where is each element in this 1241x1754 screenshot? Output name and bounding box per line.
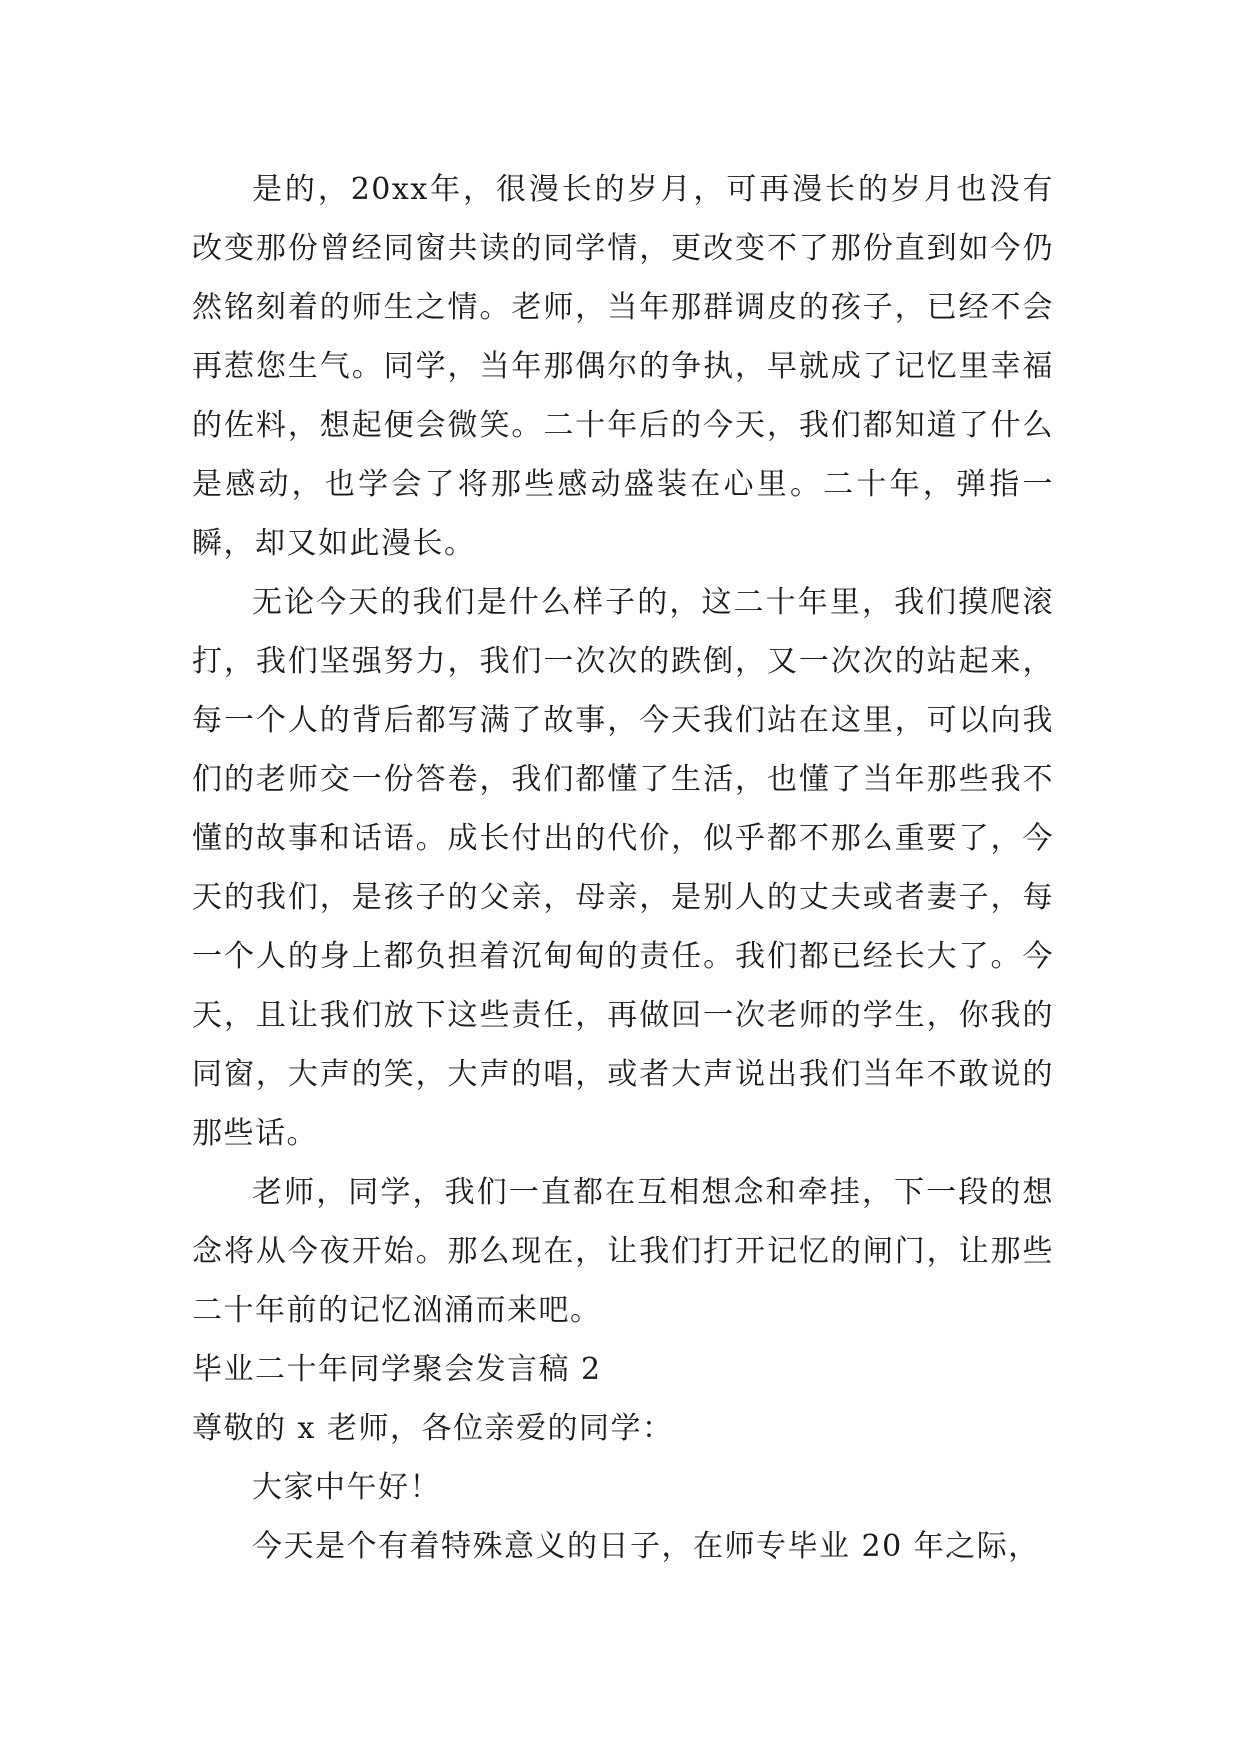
greeting: 大家中午好！: [252, 1470, 441, 1505]
document-body: [192, 160, 1054, 1576]
paragraph-3: 老师，同学，我们一直都在互相想念和牵挂，下一段的想念将从今夜开始。那么现在，让我们打开记忆的闸门，让那些二十年前的记忆汹涌而来吧。: [192, 1175, 1054, 1328]
paragraph-2: 无论今天的我们是什么样子的，这二十年里，我们摸爬滚打，我们坚强努力，我们一次次的跌倒，又一次次的站起来，每一个人的背后都写满了故事，今天我们站在这里，可以向我们的老师交一份答卷，我们都懂了生活，也懂了当年那些我不懂的故事和话语。成长付出的代价，似乎都不那么重要了，今天的我们，是孩子的父亲，母亲，是别人的丈夫或者妻子，每一个人的身上都负担着沉甸甸的责任。我们都已经长大了。今天，且让我们放下这些责任，再做回一次老师的学生，你我的同窗，大声的笑，大声的唱，或者大声说出我们当年不敢说的那些话。: [192, 585, 1054, 1151]
section-heading: 毕业二十年同学聚会发言稿 2: [192, 1352, 602, 1387]
paragraph-1: 是的，20xx年，很漫长的岁月，可再漫长的岁月也没有改变那份曾经同窗共读的同学情，更改变不了那份直到如今仍然铭刻着的师生之情。老师，当年那群调皮的孩子，已经不会再惹您生气。同学，当年那偶尔的争执，早就成了记忆里幸福的佐料，想起便会微笑。二十年后的今天，我们都知道了什么是感动，也学会了将那些感动盛装在心里。二十年，弹指一瞬，却又如此漫长。: [192, 172, 1054, 561]
salutation: 尊敬的 x 老师，各位亲爱的同学：: [192, 1411, 674, 1446]
paragraph-4: 今天是个有着特殊意义的日子，在师专毕业 20 年之际，: [252, 1529, 1040, 1564]
